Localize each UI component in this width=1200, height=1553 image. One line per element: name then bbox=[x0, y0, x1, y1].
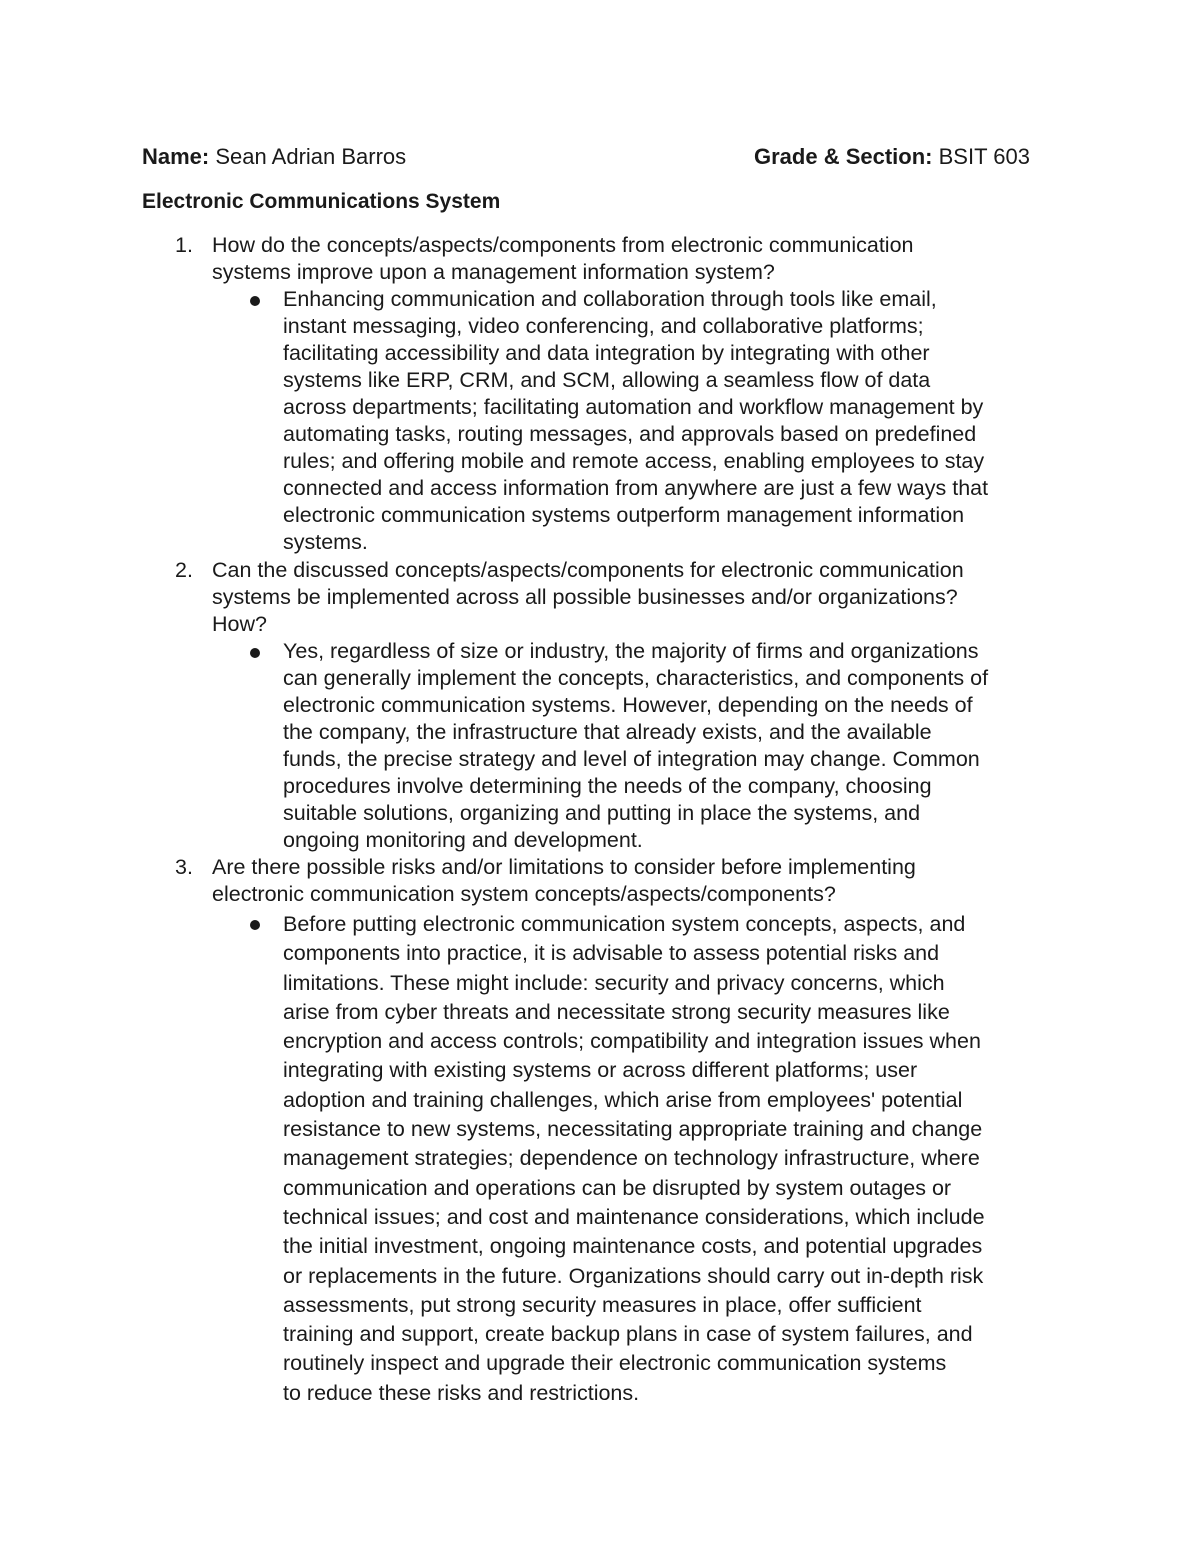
answer-line: the company, the infrastructure that already exists, and the available bbox=[283, 720, 932, 744]
answer-line: or replacements in the future. Organizations should carry out in-depth risk bbox=[283, 1263, 984, 1288]
answer-line: can generally implement the concepts, characteristics, and components of bbox=[283, 666, 989, 690]
question-line: systems improve upon a management information system? bbox=[212, 260, 775, 284]
answer-line: integrating with existing systems or across different platforms; user bbox=[283, 1058, 918, 1083]
answer-line: instant messaging, video conferencing, and collaborative platforms; bbox=[283, 314, 924, 338]
answer-line: electronic communication systems outperform management information bbox=[283, 503, 965, 527]
question-line: electronic communication system concepts/aspects/components? bbox=[212, 882, 836, 906]
bullet-icon bbox=[250, 920, 260, 930]
answer-line: training and support, create backup plans in case of system failures, and bbox=[283, 1322, 973, 1347]
page-title: Electronic Communications System bbox=[142, 190, 501, 213]
answer-line: encryption and access controls; compatibility and integration issues when bbox=[283, 1029, 981, 1054]
answer-line: components into practice, it is advisable to assess potential risks and bbox=[283, 941, 940, 966]
answer-text bbox=[283, 638, 1083, 854]
answer-line: communication and operations can be disrupted by system outages or bbox=[283, 1175, 952, 1200]
question-line: How do the concepts/aspects/components from electronic communication bbox=[212, 233, 914, 257]
answer-line: resistance to new systems, necessitating appropriate training and change bbox=[283, 1117, 983, 1142]
answer-line: to reduce these risks and restrictions. bbox=[283, 1380, 640, 1405]
question-line: Can the discussed concepts/aspects/components for electronic communication bbox=[212, 558, 964, 582]
bullet-icon bbox=[250, 296, 260, 306]
answer-line: across departments; facilitating automation and workflow management by bbox=[283, 395, 984, 419]
answer-line: adoption and training challenges, which arise from employees' potential bbox=[283, 1087, 963, 1112]
answer-line: assessments, put strong security measures in place, offer sufficient bbox=[283, 1292, 922, 1317]
question-number: 3. bbox=[175, 855, 193, 879]
answer-line: the initial investment, ongoing maintenance costs, and potential upgrades bbox=[283, 1234, 983, 1259]
answer-line: systems. bbox=[283, 530, 368, 554]
answer-line: rules; and offering mobile and remote access, enabling employees to stay bbox=[283, 449, 985, 473]
section-label: Grade & Section: bbox=[754, 144, 933, 169]
answer-line: arise from cyber threats and necessitate strong security measures like bbox=[283, 999, 950, 1024]
question-line: How? bbox=[212, 612, 267, 636]
answer-line: management strategies; dependence on technology infrastructure, where bbox=[283, 1146, 980, 1171]
answer-text bbox=[283, 286, 1083, 556]
answer-line: Before putting electronic communication system concepts, aspects, and bbox=[283, 912, 966, 936]
answer-line: procedures involve determining the needs of the company, choosing bbox=[283, 774, 932, 798]
answer-line: technical issues; and cost and maintenance considerations, which include bbox=[283, 1204, 985, 1229]
answer-line: facilitating accessibility and data integration by integrating with other bbox=[283, 341, 930, 365]
answer-text bbox=[283, 910, 1083, 1408]
answer-line: electronic communication systems. However, depending on the needs of bbox=[283, 693, 973, 717]
student-name bbox=[142, 142, 406, 172]
bullet-icon bbox=[250, 648, 260, 658]
answer-line: routinely inspect and upgrade their electronic communication systems bbox=[283, 1351, 947, 1376]
answer-line: Enhancing communication and collaboration through tools like email, bbox=[283, 287, 937, 311]
name-value: Sean Adrian Barros bbox=[215, 144, 407, 169]
answer-line: automating tasks, routing messages, and approvals based on predefined bbox=[283, 422, 977, 446]
section-value: BSIT 603 bbox=[938, 144, 1030, 169]
answer-line: Yes, regardless of size or industry, the majority of firms and organizations bbox=[283, 639, 979, 663]
answer-line: ongoing monitoring and development. bbox=[283, 828, 643, 852]
question-number: 1. bbox=[175, 233, 193, 257]
answer-line: suitable solutions, organizing and putting in place the systems, and bbox=[283, 801, 921, 825]
question-line: Are there possible risks and/or limitations to consider before implementing bbox=[212, 855, 916, 879]
question-text bbox=[212, 557, 1052, 638]
answer-line: funds, the precise strategy and level of integration may change. Common bbox=[283, 747, 980, 771]
question-text bbox=[212, 232, 1052, 286]
name-label: Name: bbox=[142, 144, 210, 169]
answer-line: connected and access information from anywhere are just a few ways that bbox=[283, 476, 989, 500]
answer-line: systems like ERP, CRM, and SCM, allowing a seamless flow of data bbox=[283, 368, 931, 392]
question-text bbox=[212, 854, 1052, 908]
question-number: 2. bbox=[175, 558, 193, 582]
grade-section bbox=[754, 142, 1030, 172]
answer-line: limitations. These might include: security and privacy concerns, which bbox=[283, 970, 945, 995]
header-row bbox=[142, 142, 1048, 172]
question-line: systems be implemented across all possible businesses and/or organizations? bbox=[212, 585, 958, 609]
